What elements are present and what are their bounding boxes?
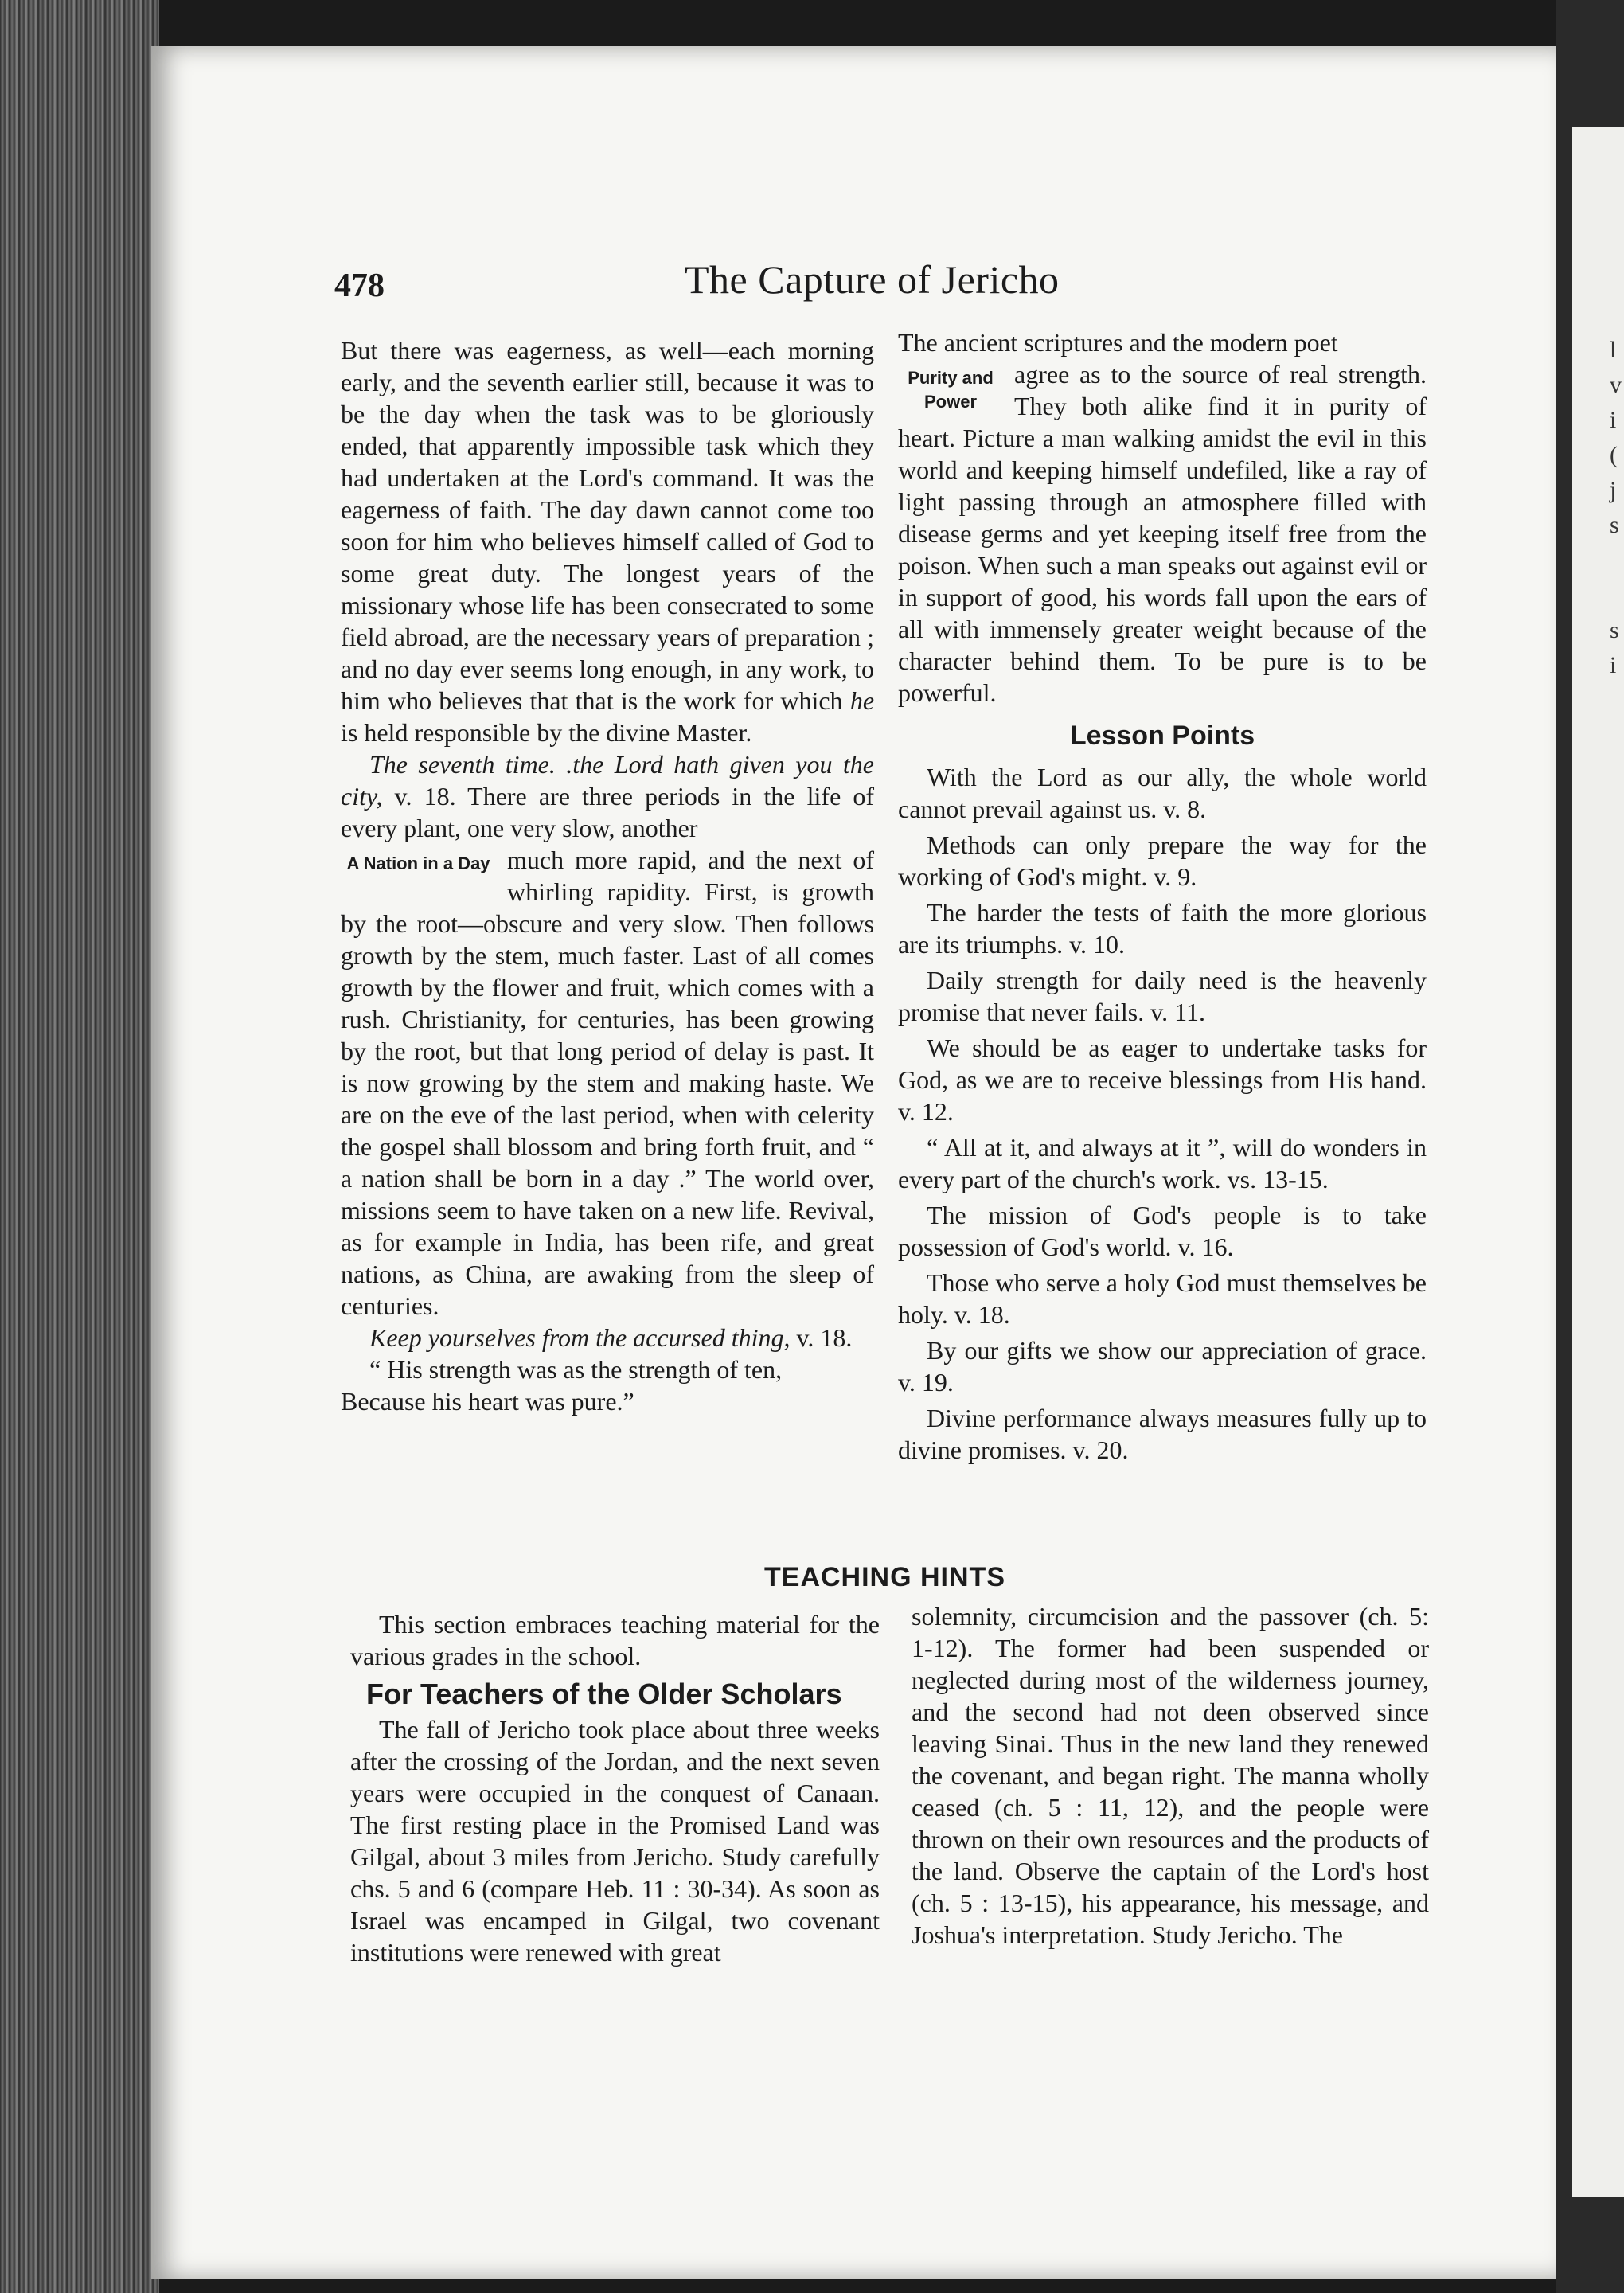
right-column [898,326,1427,1470]
lesson-points-list [898,761,1427,1466]
text: is held responsible by the divine Master. [341,718,752,747]
next-page-letter: v [1610,372,1622,398]
verse-line: Because his heart was pure.” [341,1387,634,1416]
teaching-intro: This section embraces teaching material for the various grades in the school. [350,1610,880,1670]
paragraph: much more rapid, and the next of whirling rapidity. First, is growth by the root—obscure and very slow. Then follows growth by the stem, much faster. Last of all comes growth by the flower and fruit, which comes with a rush. Christianity, for centuries, has been growing by the root, but that long period of delay is past. It is now growing by the stem and making haste. We are on the eve of the last period, when with celerity the gospel shall blossom and bring forth fruit, and “ a nation shall be born in a day .” The world over, missions seem to have taken on a new life. Revival, as for example in India, has been rife, and great nations, as China, are awaking from the sleep of centuries. [341,846,874,1320]
lesson-point: Methods can only prepare the way for the working of God's might. v. 9. [898,830,1427,891]
italic-text: The seventh time. .the Lord hath given you the city, [341,750,874,811]
paragraph: solemnity, circumcision and the passover (ch. 5: 1-12). The former had been suspended or neglected during most of the wilderness journey, and the second had not deen observed since leaving Sinai. Thus in the new land they renewed the covenant, and began right. The manna wholly ceased (ch. 5 : 11, 12), and the people were thrown on their own resources and the products of the land. Observe the captain of the Lord's host (ch. 5 : 13-15), his appearance, his message, and Joshua's interpretation. Study Jericho. The [912,1602,1429,1949]
italic-text: he [849,686,875,715]
italic-text: Keep yourselves from the accursed thing, [369,1323,791,1352]
side-heading: Purity and Power [908,368,994,412]
lesson-point: Daily strength for daily need is the heavenly promise that never fails. v. 11. [898,966,1427,1026]
verse-ref: v. 18. [796,1323,853,1352]
lesson-point: Those who serve a holy God must themselves be holy. v. 18. [898,1268,1427,1329]
next-page-letter: s [1610,512,1619,538]
lesson-point: The harder the tests of faith the more glorious are its triumphs. v. 10. [898,898,1427,959]
paragraph: agree as to the source of real strength. They both alike find it in purity of heart. Picture a man walking amidst the evil in this world and keeping himself undefiled, like a ray of light passing through an atmosphere filled with disease germs and yet keeping itself free from the poison. When such a man speaks out against evil or in support of good, his words fall upon the ears of all with immensely greater weight because of the character behind them. To be pure is to be powerful. [898,360,1427,707]
text: There are three periods in the life of every plant, one very slow, another [341,782,875,842]
next-page-letter: i [1610,652,1617,678]
teaching-hints-right [912,1600,1429,1951]
teaching-hints-left [350,1608,880,1968]
page-number: 478 [334,268,385,304]
next-page-letter: s [1610,617,1619,643]
next-page-letter: i [1610,407,1617,433]
paragraph: The fall of Jericho took place about three weeks after the crossing of the Jordan, and the next seven years were occupied in the conquest of Canaan. The first resting place in the Promised Land was Gilgal, about 3 miles from Jericho. Study carefully chs. 5 and 6 (compare Heb. 11 : 30-34). As soon as Israel was encamped in Gilgal, two covenant institutions were renewed with great [350,1715,880,1967]
paragraph [341,334,874,748]
side-heading: A Nation in a Day [346,854,490,873]
lesson-point: Divine performance always measures fully up to divine promises. v. 20. [898,1404,1427,1464]
lesson-point: With the Lord as our ally, the whole world cannot prevail against us. v. 8. [898,763,1427,823]
running-title: The Capture of Jericho [685,257,1060,302]
verse-line: “ His strength was as the strength of ten, [369,1355,783,1384]
paragraph [341,748,874,844]
next-page-letter: l [1610,337,1617,363]
next-page-letter [1610,543,1624,578]
next-page-letters [1610,333,1624,683]
next-page-letter: j [1610,477,1617,503]
next-page-letter: ( [1610,442,1618,468]
lesson-point: We should be as eager to undertake tasks for God, as we are to receive blessings from His hand. v. 12. [898,1033,1427,1126]
next-page-letter [1610,578,1624,613]
verse-ref: v. 18. [394,782,456,811]
lesson-point: “ All at it, and always at it ”, will do wonders in every part of the church's work. vs. 13-15. [898,1133,1427,1193]
teaching-hints-heading: TEACHING HINTS [764,1562,1005,1592]
lesson-points-heading: Lesson Points [1069,721,1255,751]
text: But there was eagerness, as well—each morning early, and the seventh earlier still, because it was to be the day when the task was to be gloriously ended, that apparently impossible task which they had undertaken at the Lord's command. It was the eagerness of faith. The day dawn cannot come too soon for him who believes himself called of God to some great duty. The longest years of the missionary whose life has been consecrated to some field abroad, are the necessary years of preparation ; and no day ever seems long enough, in any work, to him who believes that that is the work for which [341,336,874,715]
left-column [341,334,874,1417]
paragraph-start: The ancient scriptures and the modern poet [898,328,1338,357]
lesson-point: By our gifts we show our appreciation of grace. v. 19. [898,1336,1427,1397]
paragraph [341,1322,874,1354]
older-scholars-heading: For Teachers of the Older Scholars [366,1678,842,1710]
book-edge [0,0,159,2293]
lesson-point: The mission of God's people is to take possession of God's world. v. 16. [898,1201,1427,1261]
